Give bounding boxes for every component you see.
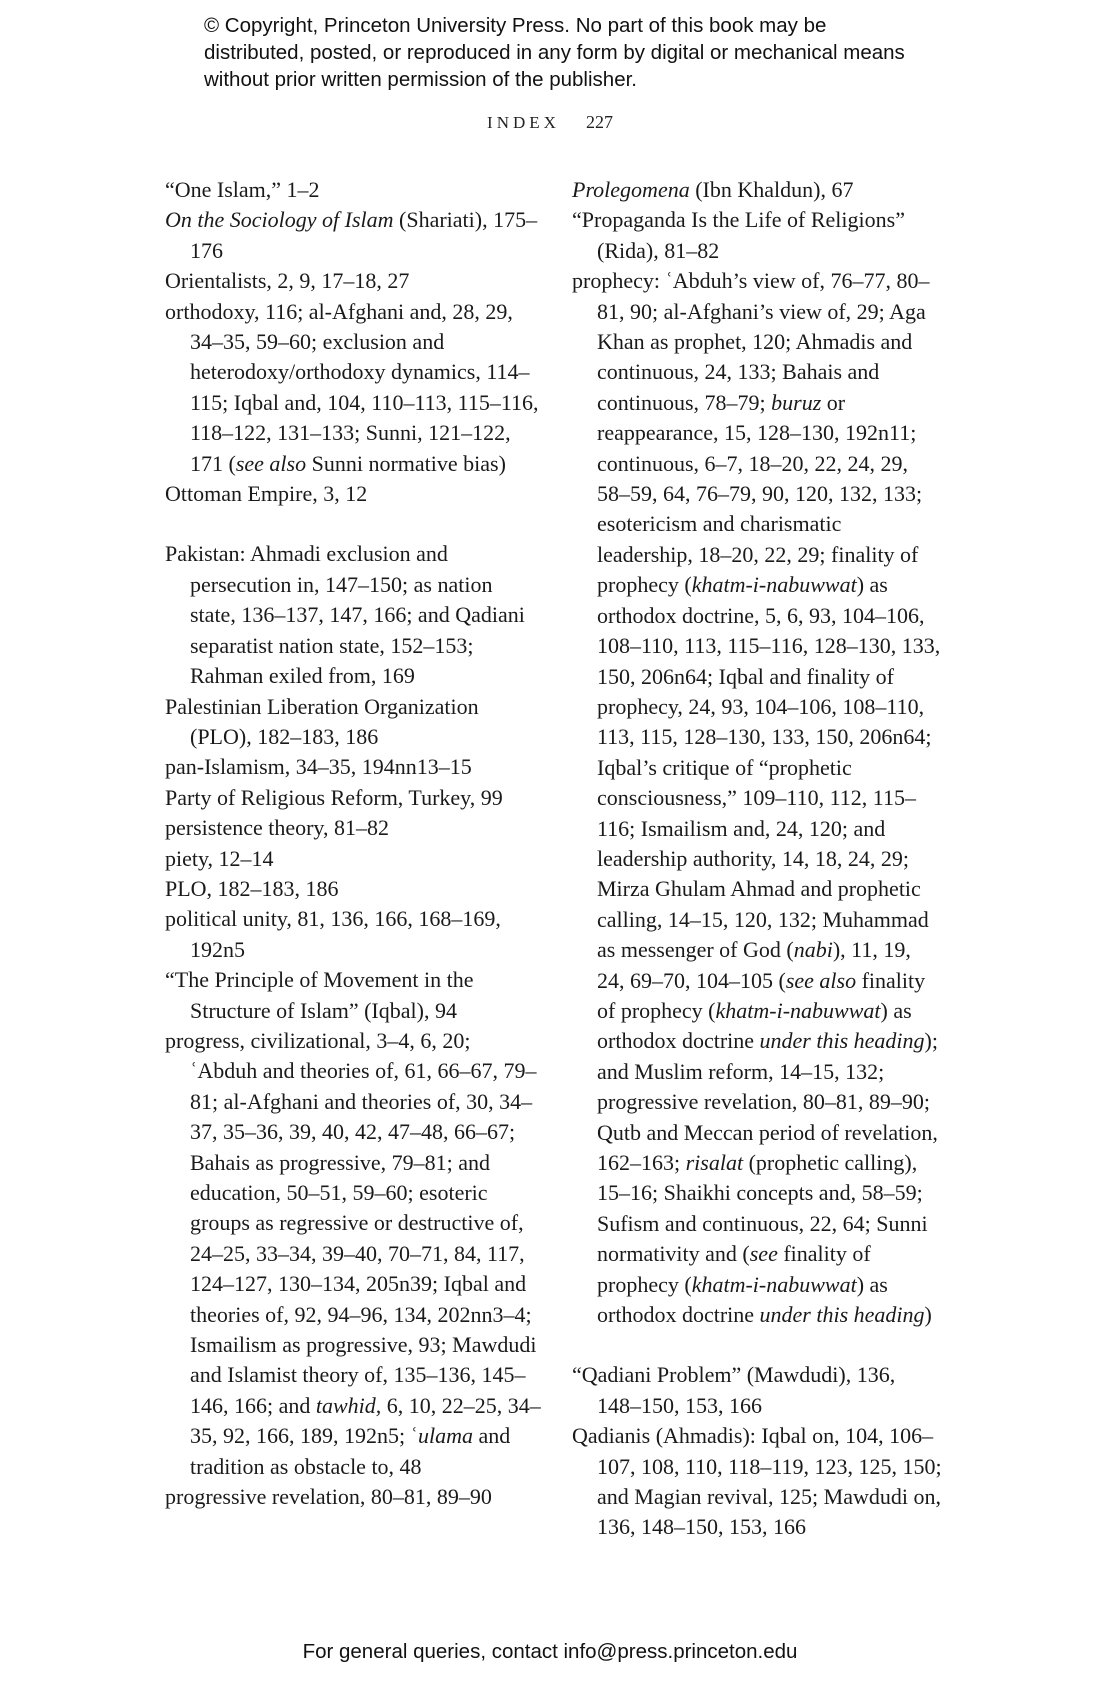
index-entry: On the Sociology of Islam (Shariati), 175–176 — [165, 207, 538, 263]
index-entry: pan-Islamism, 34–35, 194nn13–15 — [165, 754, 472, 780]
index-entry: progress, civilizational, 3–4, 6, 20; ʿAbduh and theories of, 61, 66–67, 79–81; al-Afghani and theories of, 30, 34–37, 35–36, 39, 40, 42, 47–48, 66–67; Bahais as progressive, 79–81; and education, 50–51, 59–60; esoteric groups as regressive or destructive of, 24–25, 33–34, 39–40, 70–71, 84, 117, 124–127, 130–134, 205n39; Iqbal and theories of, 92, 94–96, 134, 202nn3–4; Ismailism as progressive, 93; Mawdudi and Islamist theory of, 135–136, 145–146, 166; and tawhid, 6, 10, 22–25, 34–35, 92, 166, 189, 192n5; ʿulama and tradition as obstacle to, 48 — [165, 1027, 541, 1479]
index-entry: Ottoman Empire, 3, 12 — [165, 481, 368, 507]
page-number: 227 — [585, 112, 613, 132]
index-entry: Prolegomena (Ibn Khaldun), 67 — [572, 177, 854, 202]
index-entry: Pakistan: Ahmadi exclusion and persecution in, 147–150; as nation state, 136–137, 147, 166; and Qadiani separatist nation state, 152–153; Rahman exiled from, 169 — [165, 541, 525, 689]
letter-section-gap — [572, 1330, 942, 1360]
index-entry: Party of Religious Reform, Turkey, 99 — [165, 784, 503, 810]
index-column-right — [572, 175, 942, 1543]
index-entry: progressive revelation, 80–81, 89–90 — [165, 1484, 492, 1510]
copyright-notice: © Copyright, Princeton University Press. No part of this book may be distributed, posted, or reproduced in any form by digital or mechanical means without prior written permission of the publisher. — [204, 14, 905, 91]
running-head — [0, 112, 1100, 133]
index-entry: piety, 12–14 — [165, 845, 274, 871]
letter-section-gap — [165, 509, 543, 539]
index-entry: “The Principle of Movement in the Structure of Islam” (Iqbal), 94 — [165, 967, 474, 1023]
index-entry: Orientalists, 2, 9, 17–18, 27 — [165, 268, 410, 294]
footer-contact: For general queries, contact info@press.princeton.edu — [302, 1640, 798, 1663]
index-entry: Qadianis (Ahmadis): Iqbal on, 104, 106–107, 108, 110, 118–119, 123, 125, 150; and Magian revival, 125; Mawdudi on, 136, 148–150, 153, 166 — [572, 1423, 942, 1540]
index-entry: orthodoxy, 116; al-Afghani and, 28, 29, 34–35, 59–60; exclusion and heterodoxy/orthodoxy dynamics, 114–115; Iqbal and, 104, 110–113, 115–116, 118–122, 131–133; Sunni, 121–122, 171 (see also Sunni normative bias) — [165, 298, 539, 476]
index-column-left — [165, 175, 543, 1512]
index-entry: prophecy: ʿAbduh’s view of, 76–77, 80–81, 90; al-Afghani’s view of, 29; Aga Khan as prophet, 120; Ahmadis and continuous, 24, 133; Bahais and continuous, 78–79; buruz or reappearance, 15, 128–130, 192n11; continuous, 6–7, 18–20, 22, 24, 29, 58–59, 64, 76–79, 90, 120, 132, 133; esotericism and charismatic leadership, 18–20, 22, 29; finality of prophecy (khatm-i-nabuwwat) as orthodox doctrine, 5, 6, 93, 104–106, 108–110, 113, 115–116, 128–130, 133, 150, 206n64; Iqbal and finality of prophecy, 24, 93, 104–106, 108–110, 113, 115, 128–130, 133, 150, 206n64; Iqbal’s critique of “prophetic consciousness,” 109–110, 112, 115–116; Ismailism and, 24, 120; and leadership authority, 14, 18, 24, 29; Mirza Ghulam Ahmad and prophetic calling, 14–15, 120, 132; Muhammad as messenger of God (nabi), 11, 19, 24, 69–70, 104–105 (see also finality of prophecy (khatm-i-nabuwwat) as orthodox doctrine under this heading); and Muslim reform, 14–15, 132; progressive revelation, 80–81, 89–90; Qutb and Meccan period of revelation, 162–163; risalat (prophetic calling), 15–16; Shaikhi concepts and, 58–59; Sufism and continuous, 22, 64; Sunni normativity and (see finality of prophecy (khatm-i-nabuwwat) as orthodox doctrine under this heading) — [572, 268, 941, 1328]
index-entry: political unity, 81, 136, 166, 168–169, 192n5 — [165, 906, 501, 962]
index-entry: persistence theory, 81–82 — [165, 815, 390, 841]
index-entry: “Propaganda Is the Life of Religions” (Rida), 81–82 — [572, 207, 905, 263]
index-entry: “Qadiani Problem” (Mawdudi), 136, 148–150, 153, 166 — [572, 1362, 896, 1418]
index-entry: “One Islam,” 1–2 — [165, 177, 320, 202]
running-head-title: INDEX — [487, 113, 560, 132]
index-entry: Palestinian Liberation Organization (PLO), 182–183, 186 — [165, 693, 479, 749]
index-entry: PLO, 182–183, 186 — [165, 875, 339, 901]
